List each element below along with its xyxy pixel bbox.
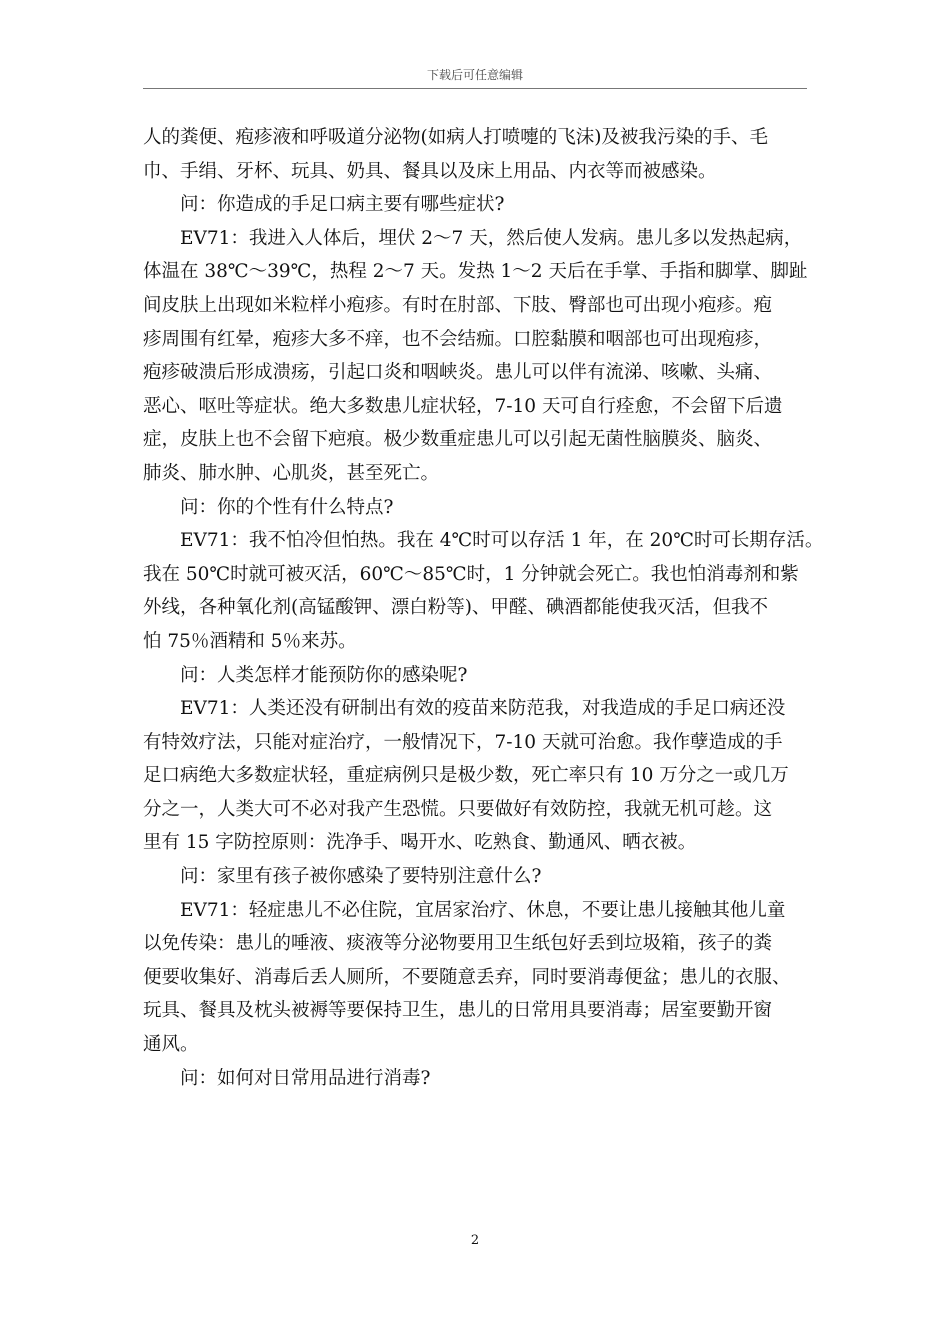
text-line: 玩具、餐具及枕头被褥等要保持卫生，患儿的日常用具要消毒；居室要勤开窗 [143,1000,773,1022]
text-line: 便要收集好、消毒后丢人厕所，不要随意丢弃，同时要消毒便盆；患儿的衣服、 [143,966,791,988]
header-divider [143,88,807,89]
text-line: EV71：轻症患儿不必住院，宜居家治疗、休息，不要让患儿接触其他儿童 [180,899,786,921]
text-line: 肺炎、肺水肿、心肌炎，甚至死亡。 [143,462,440,484]
text-line: 以免传染：患儿的唾液、痰液等分泌物要用卫生纸包好丢到垃圾箱，孩子的粪 [143,933,773,955]
text-line: 人的粪便、疱疹液和呼吸道分泌物(如病人打喷嚏的飞沫)及被我污染的手、毛 [143,127,768,148]
text-line: 里有 15 字防控原则：洗净手、喝开水、吃熟食、勤通风、晒衣被。 [143,832,697,854]
text-line: EV71：我不怕冷但怕热。我在 4℃时可以存活 1 年，在 20℃时可长期存活。 [180,530,824,552]
text-line: 症，皮肤上也不会留下疤痕。极少数重症患儿可以引起无菌性脑膜炎、脑炎、 [143,429,773,451]
text-line: 问：如何对日常用品进行消毒? [180,1067,431,1089]
text-line: 恶心、呕吐等症状。绝大多数患儿症状轻，7-10 天可自行痊愈，不会留下后遗 [143,395,783,417]
text-line: 怕 75％酒精和 5％来苏。 [143,630,357,652]
page-number: 2 [470,1233,480,1248]
text-line: 足口病绝大多数症状轻，重症病例只是极少数，死亡率只有 10 万分之一或几万 [143,765,789,787]
text-line: 问：你的个性有什么特点? [180,496,394,518]
text-line: EV71：人类还没有研制出有效的疫苗来防范我，对我造成的手足口病还没 [180,698,786,720]
text-line: 我在 50℃时就可被灭活，60℃～85℃时，1 分钟就会死亡。我也怕消毒剂和紫 [143,563,799,585]
text-line: 疱疹破溃后形成溃疡，引起口炎和咽峡炎。患儿可以伴有流涕、咳嗽、头痛、 [143,362,773,384]
text-line: 外线，各种氧化剂(高锰酸钾、漂白粉等)、甲醛、碘酒都能使我灭活，但我不 [143,597,768,619]
text-line: 疹周围有红晕，疱疹大多不痒，也不会结痂。口腔黏膜和咽部也可出现疱疹， [143,328,773,350]
text-line: 问：你造成的手足口病主要有哪些症状? [180,194,505,216]
text-line: 有特效疗法，只能对症治疗，一般情况下，7-10 天就可治愈。我作孽造成的手 [143,731,783,753]
text-line: 问：家里有孩子被你感染了要特别注意什么? [180,866,542,888]
text-line: 分之一，人类大可不必对我产生恐慌。只要做好有效防控，我就无机可趁。这 [143,798,773,820]
page-header: 下载后可任意编辑 [426,68,523,82]
text-line: 巾、手绢、牙杯、玩具、奶具、餐具以及床上用品、内衣等而被感染。 [143,160,717,182]
text-line: 通风。 [143,1034,199,1056]
text-line: 体温在 38℃～39℃，热程 2～7 天。发热 1～2 天后在手掌、手指和脚掌、脚趾 [143,261,808,283]
text-line: 问：人类怎样才能预防你的感染呢? [180,664,468,686]
text-line: EV71：我进入人体后，埋伏 2～7 天，然后使人发病。患儿多以发热起病， [180,227,803,249]
text-line: 间皮肤上出现如米粒样小疱疹。有时在肘部、下肢、臀部也可出现小疱疹。疱 [143,294,773,316]
body-text [143,121,824,1095]
